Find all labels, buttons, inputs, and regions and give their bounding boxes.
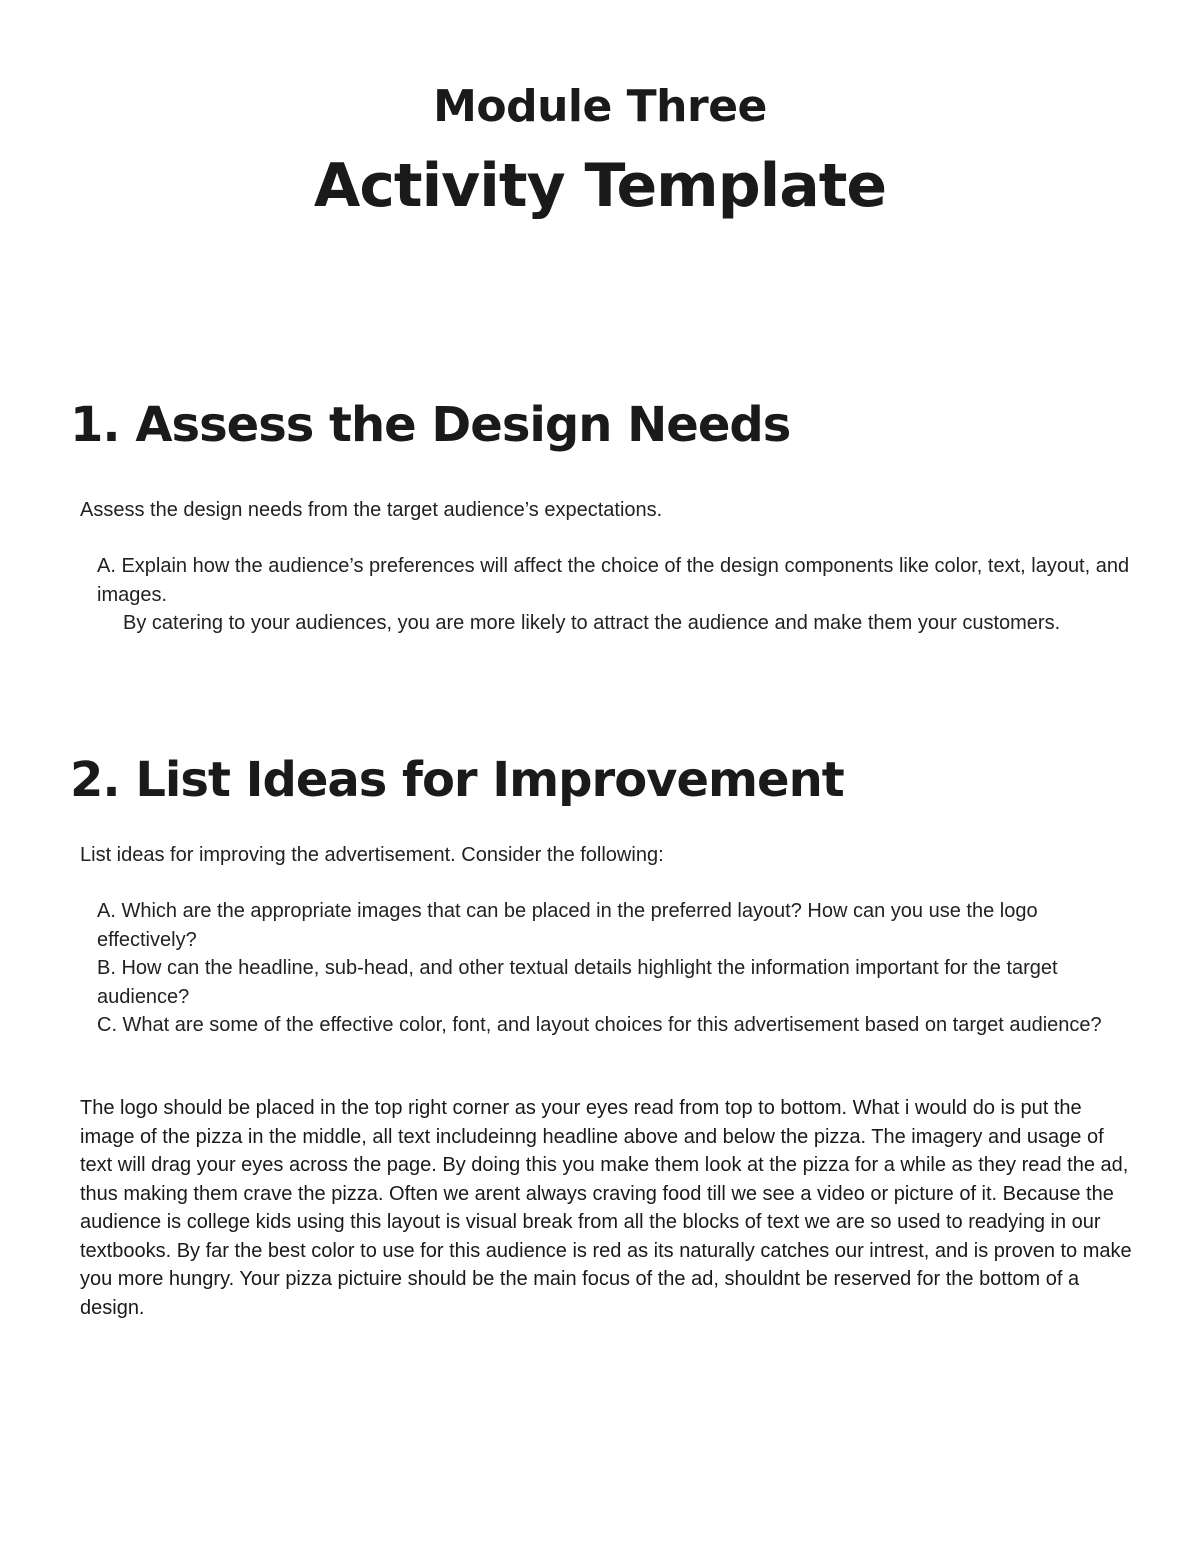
section-2-answer: The logo should be placed in the top right corner as your eyes read from top to bottom. What i would do is put the image of the pizza in the middle, all text includeinng headline above and below the pizza. The imagery and usage of text will drag your eyes across the page. By doing this you make them look at the pizza for a while as they read the ad, thus making them crave the pizza. Often we arent always craving food till we see a video or picture of it. Because the audience is college kids using this layout is visual break from all the blocks of text we are so used to readying in our textbooks. By far the best color to use for this audience is red as its naturally catches our intrest, and is proven to make you more hungry. Your pizza pictuire should be the main focus of the ad, shouldnt be reserved for the bottom of a design.: [80, 1097, 1132, 1319]
section-1-answer: [97, 609, 1097, 638]
section-2-question-list: [97, 897, 1132, 1040]
section-1-intro: Assess the design needs from the target audience’s expectations.: [80, 499, 663, 521]
section-1-answer-text: By catering to your audiences, you are more likely to attract the audience and make them your customers.: [123, 612, 1061, 634]
module-title: Module Three: [433, 81, 767, 132]
section-2-heading: 2. List Ideas for Improvement: [70, 752, 844, 808]
document-title: Activity Template: [313, 151, 887, 221]
section-2-question-c: C. What are some of the effective color, font, and layout choices for this advertisement based on target audience?: [97, 1014, 1102, 1036]
section-1-heading: 1. Assess the Design Needs: [70, 397, 791, 453]
section-2-question-a: A. Which are the appropriate images that can be placed in the preferred layout? How can you use the logo effectively?: [97, 900, 1038, 951]
section-1-question-a: A. Explain how the audience’s preferences will affect the choice of the design components like color, text, layout, and images.: [97, 555, 1130, 606]
section-2-intro: List ideas for improving the advertisement. Consider the following:: [80, 844, 664, 866]
section-2-question-b: B. How can the headline, sub-head, and other textual details highlight the information important for the target audience?: [97, 957, 1058, 1008]
